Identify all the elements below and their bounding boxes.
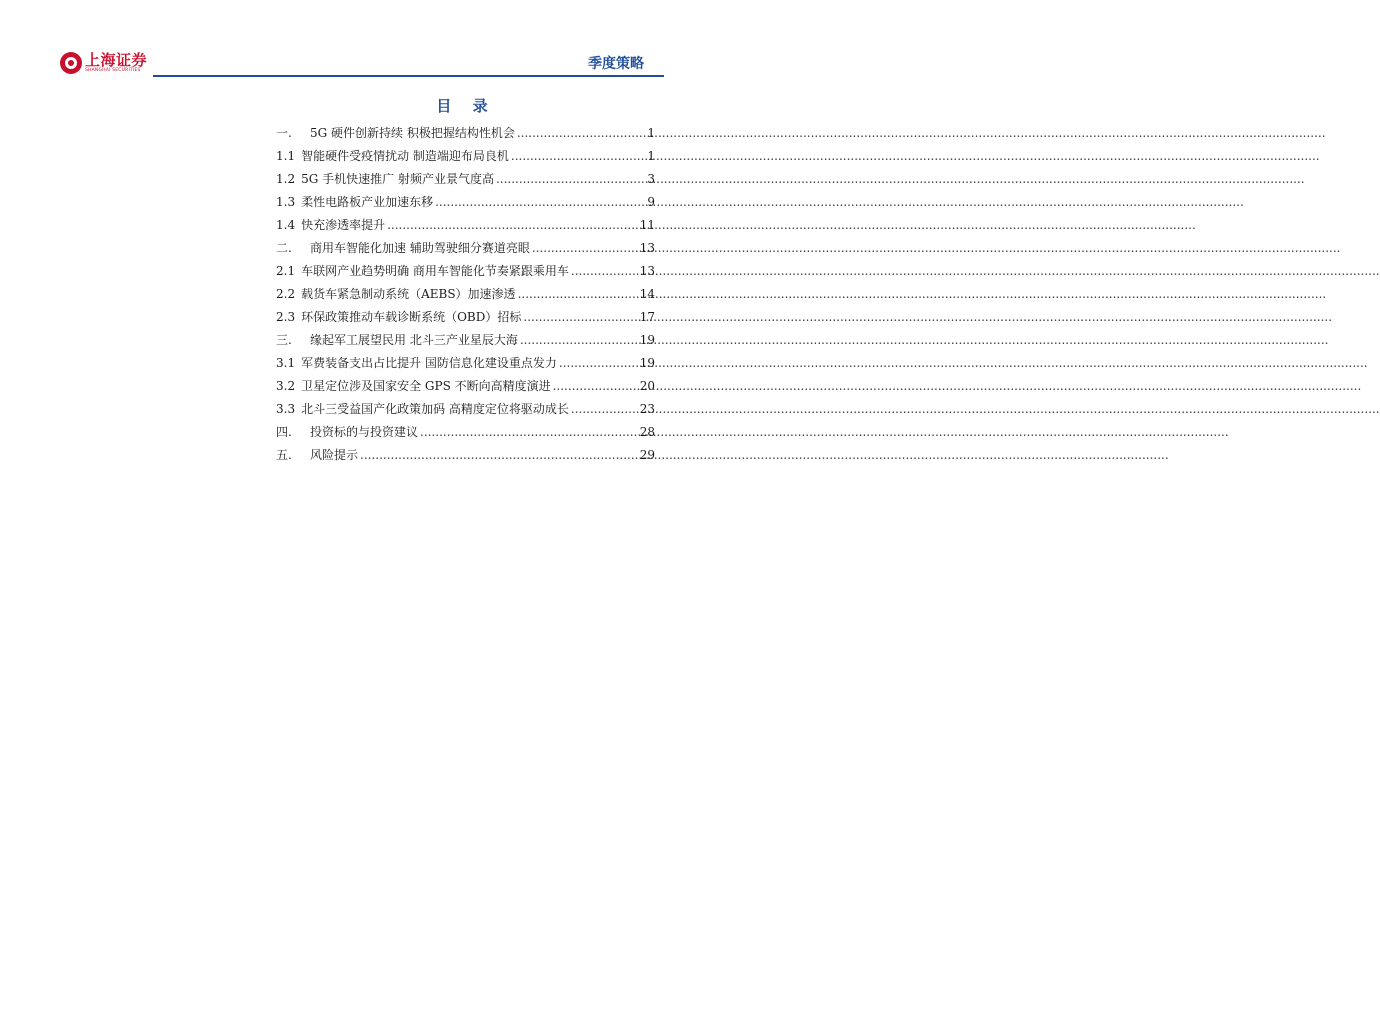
toc-entry-page: 11 [639,218,655,232]
toc-entry-title: 车联网产业趋势明确 商用车智能化节奏紧跟乘用车 [301,264,569,278]
toc-entry[interactable] [276,216,655,239]
toc-dot-leader [523,310,637,324]
toc-entry[interactable] [276,124,655,147]
toc-entry-title: 缘起军工展望民用 北斗三产业星辰大海 [310,333,518,347]
toc-entry-number: 2.1 [276,264,296,278]
table-of-contents [276,124,655,469]
toc-entry-number: 二. [276,241,292,255]
toc-entry-page: 14 [639,287,655,301]
toc-entry-title: 5G 手机快速推广 射频产业景气度高 [301,172,494,186]
toc-entry-page: 19 [639,333,655,347]
toc-entry-title: 快充渗透率提升 [301,218,386,232]
toc-entry[interactable] [276,308,655,331]
logo-emblem-icon [60,52,82,74]
toc-entry-number: 1.2 [276,172,296,186]
toc-entry-title: 5G 硬件创新持续 积极把握结构性机会 [310,126,515,140]
toc-entry[interactable] [276,446,655,469]
logo-english-name: SHANGHAI SECURITIES [85,67,141,73]
toc-entry[interactable] [276,170,655,193]
toc-entry-title: 智能硬件受疫情扰动 制造端迎布局良机 [301,149,509,163]
toc-entry-page: 17 [639,310,655,324]
toc-entry-page: 13 [639,264,655,278]
toc-entry-title: 投资标的与投资建议 [310,425,419,439]
toc-entry-number: 1.1 [276,149,296,163]
toc-entry-title: 商用车智能化加速 辅助驾驶细分赛道亮眼 [310,241,530,255]
toc-entry-title: 载货车紧急制动系统（AEBS）加速渗透 [301,287,516,301]
logo-chinese-name: 上海证券 [85,50,148,69]
toc-dot-leader [420,425,638,439]
toc-entry[interactable] [276,354,655,377]
toc-dot-leader [520,333,638,347]
toc-dot-leader [553,379,638,393]
toc-entry[interactable] [276,400,655,423]
toc-entry-page: 29 [639,448,655,462]
toc-entry-number: 一. [276,126,292,140]
toc-entry-number: 四. [276,425,292,439]
toc-dot-leader [435,195,645,209]
company-logo [60,52,147,74]
toc-entry-number: 三. [276,333,292,347]
toc-entry-title: 军费装备支出占比提升 国防信息化建设重点发力 [301,356,557,370]
toc-entry-number: 1.3 [276,195,296,209]
toc-entry-page: 19 [639,356,655,370]
toc-dot-leader [571,402,638,416]
toc-entry-page: 28 [639,425,655,439]
toc-entry-number: 1.4 [276,218,296,232]
toc-dot-leader [559,356,638,370]
toc-dot-leader [387,218,638,232]
toc-entry-title: 北斗三受益国产化政策加码 高精度定位将驱动成长 [301,402,569,416]
toc-entry-page: 20 [639,379,655,393]
toc-dot-leader [532,241,638,255]
toc-entry-title: 环保政策推动车载诊断系统（OBD）招标 [301,310,522,324]
toc-entry-page: 23 [639,402,655,416]
toc-entry[interactable] [276,285,655,308]
toc-entry[interactable] [276,331,655,354]
logo-wordmark [85,50,148,74]
toc-dot-leader [511,149,645,163]
toc-entry-page: 1 [647,126,655,140]
toc-entry[interactable] [276,423,655,446]
toc-entry-number: 3.2 [276,379,296,393]
toc-dot-leader [518,287,638,301]
toc-entry-number: 3.1 [276,356,296,370]
toc-dot-leader [360,448,638,462]
toc-entry-number: 3.3 [276,402,296,416]
toc-entry-number: 五. [276,448,292,462]
toc-entry-title: 卫星定位涉及国家安全 GPS 不断向高精度演进 [301,379,551,393]
toc-entry[interactable] [276,193,655,216]
page-header [60,48,664,78]
toc-entry-page: 1 [647,149,655,163]
toc-entry-page: 3 [647,172,655,186]
toc-entry-number: 2.2 [276,287,296,301]
toc-dot-leader [517,126,645,140]
toc-entry[interactable] [276,239,655,262]
toc-entry[interactable] [276,262,655,285]
toc-dot-leader [496,172,645,186]
toc-title: 目 录 [436,97,496,115]
toc-entry[interactable] [276,147,655,170]
toc-entry[interactable] [276,377,655,400]
toc-entry-title: 风险提示 [310,448,359,462]
header-divider [153,75,664,77]
toc-entry-page: 9 [647,195,655,209]
toc-entry-number: 2.3 [276,310,296,324]
toc-dot-leader [571,264,638,278]
report-section-label: 季度策略 [588,56,644,72]
toc-entry-title: 柔性电路板产业加速东移 [301,195,434,209]
toc-entry-page: 13 [639,241,655,255]
